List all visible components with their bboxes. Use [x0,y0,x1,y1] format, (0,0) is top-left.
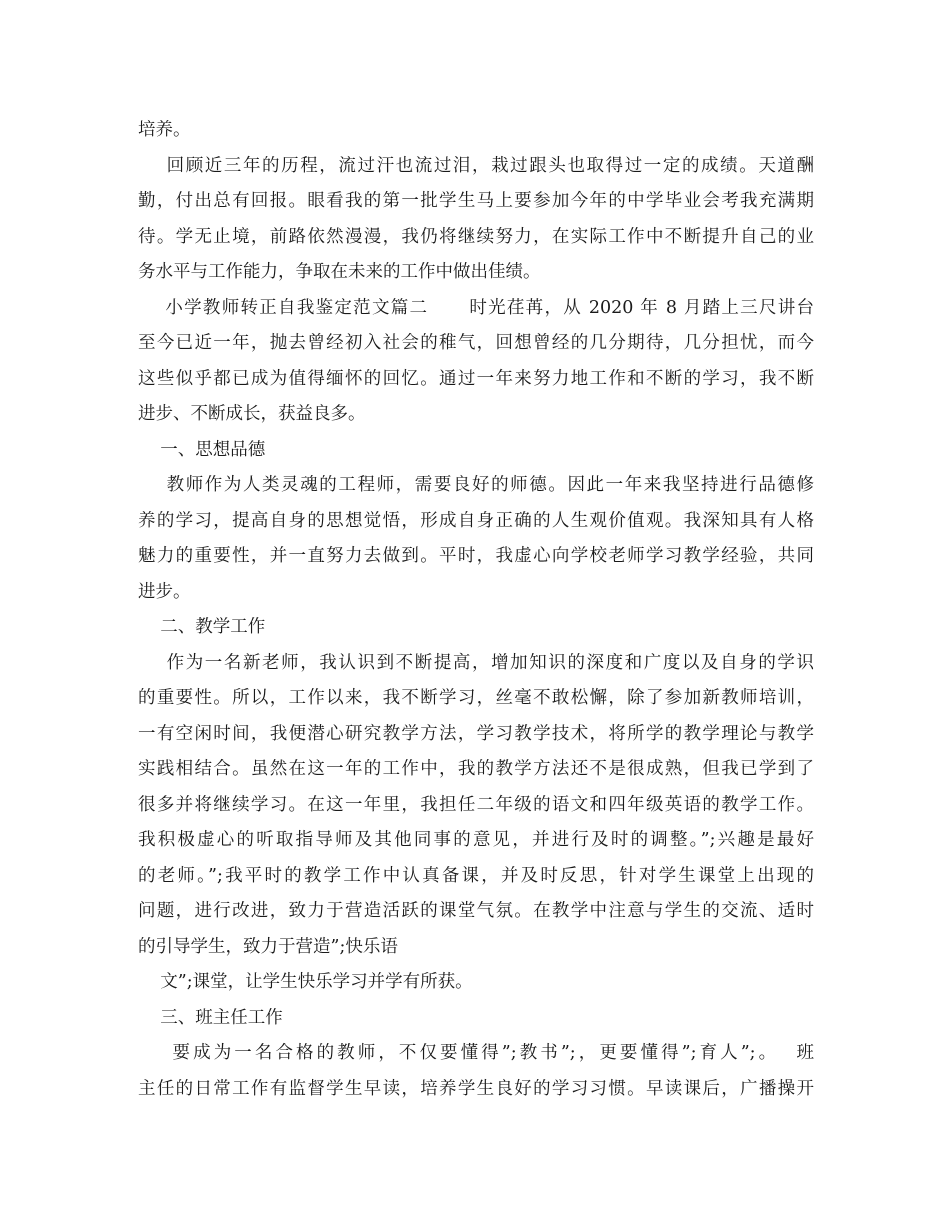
text-line: 魅力的重要性，并一直努力去做到。平时，我虚心向学校老师学习教学经验，共同 [138,546,814,566]
text-line: 养的学习，提高自身的思想觉悟，形成自身正确的人生观价值观。我深知具有人格 [138,510,814,531]
text-line: 待。学无止境，前路依然漫漫，我仍将继续努力，在实际工作中不断提升自己的业 [138,226,814,247]
section-heading: 一、思想品德 [138,439,266,460]
text-line: 至今已近一年，抛去曾经初入社会的稚气，回想曾经的几分期待，几分担忧，而今 [138,333,814,353]
text-line: 勤，付出总有回报。眼看我的第一批学生马上要参加今年的中学毕业会考我充满期 [138,191,814,211]
text-line: 的重要性。所以，工作以来，我不断学习，丝毫不敢松懈，除了参加新教师培训， [138,688,814,708]
text-line: 务水平与工作能力，争取在未来的工作中做出佳绩。 [138,262,541,282]
section-heading: 三、班主任工作 [138,1007,283,1028]
text-line: 文”;课堂，让学生快乐学习并学有所获。 [138,972,473,992]
text-line: 教师作为人类灵魂的工程师，需要良好的师德。因此一年来我坚持进行品德修 [138,475,814,495]
text-line: 的老师。”;我平时的教学工作中认真备课，并及时反思，针对学生课堂上出现的 [138,865,814,886]
text-line: 这些似乎都已成为值得缅怀的回忆。通过一年来努力地工作和不断的学习，我不断 [138,368,814,389]
text-line: 作为一名新老师，我认识到不断提高，增加知识的深度和广度以及自身的学识 [138,652,814,673]
text-line: 一有空闲时间，我便潜心研究教学方法，学习教学技术，将所学的教学理论与教学 [138,723,814,744]
text-line: 进步、不断成长，获益良多。 [138,404,366,424]
text-line: 主任的日常工作有监督学生早读，培养学生良好的学习习惯。早读课后，广播操开 [138,1078,814,1099]
text-line: 小学教师转正自我鉴定范文篇二 时光荏苒，从 2020 年 8 月踏上三尺讲台 [138,297,814,318]
text-line: 很多并将继续学习。在这一年里，我担任二年级的语文和四年级英语的教学工作。 [138,794,814,815]
text-line: 实践相结合。虽然在这一年的工作中，我的教学方法还不是很成熟，但我已学到了 [138,759,814,779]
document-body [138,113,814,1107]
section-heading: 二、教学工作 [138,617,266,637]
text-line: 进步。 [138,581,191,602]
text-line: 回顾近三年的历程，流过汗也流过泪，栽过跟头也取得过一定的成绩。天道酬 [138,155,814,176]
text-line: 我积极虚心的听取指导师及其他同事的意见，并进行及时的调整。”;兴趣是最好 [138,830,814,850]
text-line: 的引导学生，致力于营造”;快乐语 [138,936,398,957]
text-line: 培养。 [138,120,191,140]
text-line: 问题，进行改进，致力于营造活跃的课堂气氛。在教学中注意与学生的交流、适时 [138,901,814,921]
text-line: 要成为一名合格的教师，不仅要懂得”;教书”;，更要懂得”;育人”;。 班 [138,1043,814,1063]
